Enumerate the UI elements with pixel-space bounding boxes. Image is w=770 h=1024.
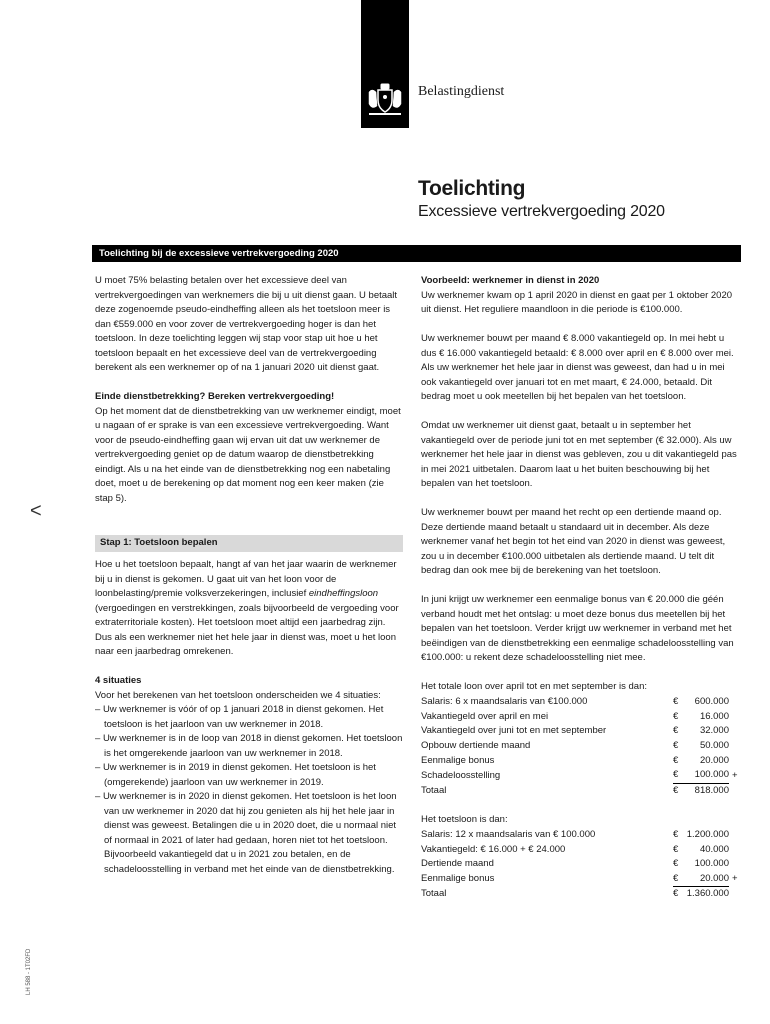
- left-column: [95, 274, 403, 877]
- row-plus: +: [732, 873, 738, 885]
- row-plus: [729, 887, 741, 902]
- row-currency: €: [673, 858, 679, 870]
- row-currency: €: [673, 784, 679, 796]
- toetsloon-table: [421, 827, 741, 901]
- list-item: – Uw werknemer is in 2020 in dienst gekomen. Het toetsloon is het loon van uw werknemer in 2020 dat hij zou genieten als hij het hele jaar in dienst was geweest. Betalingen die u in 2020 doet, die u normaal niet of normaal in 2021 of later had gedaan, horen niet tot het toetsloon. Bijvoorbeeld vakantiegeld dat u in 2021 zou betalen, en de schadeloosstelling in verband met het einde van de dienstbetrekking.: [95, 790, 403, 877]
- row-currency: €: [673, 725, 679, 737]
- intro-paragraph: U moet 75% belasting betalen over het excessieve deel van vertrekvergoedingen van werknemers die bij u uit dienst gaan. U betaalt deze zogenoemde pseudo-eindheffing alleen als het toetsloon meer is dan €559.000 en voor zover de vertrekvergoeding hoger is dan het toetsloon. In deze toelichting leggen wij stap voor stap uit hoe u het toetsloon bepaalt en het excessieve deel van de vertrekvergoeding berekent als een werknemer op of na 1 januari 2020 uit dienst gaat.: [95, 275, 398, 373]
- list-item: – Uw werknemer is vóór of op 1 januari 2018 in dienst gekomen. Het toetsloon is het jaarloon van uw werknemer in 2018.: [95, 703, 403, 732]
- voorbeeld-paragraph: Uw werknemer kwam op 1 april 2020 in dienst en gaat per 1 oktober 2020 uit dienst. Het reguliere maandloon in die periode is €100.000.: [421, 289, 733, 315]
- step1-text-a: Hoe u het toetsloon bepaalt, hangt af van het jaar waarin de werknemer bij u in dienst is gekomen. U gaat uit van het loon voor de loonbelasting/premie volksverzekeringen, inclusief: [95, 559, 397, 599]
- table-row: [421, 857, 741, 872]
- row-label: Vakantiegeld: € 16.000 + € 24.000: [421, 843, 566, 855]
- situaties-heading: 4 situaties: [95, 675, 142, 686]
- row-amount: 16.000: [699, 710, 729, 722]
- table-row: [421, 754, 741, 769]
- uit-dienst-paragraph: Omdat uw werknemer uit dienst gaat, betaalt u in september het vakantiegeld over de periode juni tot en met september (€ 32.000). Als uw werknemer het hele jaar in dienst was gebleven, zou u dit vakantiegeld pas in mei 2021 uitbetalen. Daarom laat u het buiten beschouwing bij het bepalen van het toetsloon.: [421, 420, 737, 489]
- bonus-paragraph: In juni krijgt uw werknemer een eenmalige bonus van € 20.000 die géén verband houdt met het ontslag: u moet deze bonus dus meetellen bij het bepalen van het toetsloon. Verder krijgt uw werknemer in verband met het beëindigen van de dienstbetrekking een eenmalige schadeloosstelling van €100.000: u rekent deze schadeloosstelling niet mee.: [421, 594, 734, 663]
- row-amount: 20.000: [699, 754, 729, 766]
- row-label: Vakantiegeld over juni tot en met september: [421, 725, 607, 737]
- row-plus: [729, 754, 741, 769]
- row-plus: [729, 842, 741, 857]
- row-label: Eenmalige bonus: [421, 754, 495, 766]
- table-row: [421, 887, 741, 902]
- row-amount: 600.000: [694, 695, 729, 707]
- einde-paragraph: Op het moment dat de dienstbetrekking van uw werknemer eindigt, moet u nagaan of er sprake is van een excessieve vertrekvergoeding. Want voor de pseudo-eindheffing gaan wij ervan uit dat uw werknemer de vertrekvergoeding geniet op de datum waarop de dienstbetrekking eindigt. Als u na het einde van de dienstbetrekking nog een nabetaling doet, moet u de berekening op dat moment nog een keer maken (zie stap 5).: [95, 405, 401, 504]
- row-currency: €: [673, 768, 685, 783]
- form-code: LH 588 - 1T02FD: [26, 948, 32, 995]
- row-amount: 100.000: [694, 858, 729, 870]
- row-label: Totaal: [421, 784, 447, 796]
- table-row: [421, 842, 741, 857]
- chevron-left-icon[interactable]: <: [30, 500, 42, 522]
- vakantiegeld-paragraph: Uw werknemer bouwt per maand € 8.000 vakantiegeld op. In mei hebt u dus € 16.000 vakantiegeld betaald: € 8.000 over april en € 8.000 over mei. Als uw werknemer het hele jaar in dienst was geweest, dan had u in mei ook vakantiegeld over januari tot en met maart, € 24.000, betaald. Dit bedrag moet u ook meetellen bij het bepalen van het toetsloon.: [421, 333, 734, 402]
- row-plus: [729, 709, 741, 724]
- row-label: Eenmalige bonus: [421, 873, 495, 885]
- org-name: Belastingdienst: [418, 84, 505, 99]
- row-amount: 32.000: [699, 725, 729, 737]
- row-plus: +: [732, 769, 738, 781]
- dertiende-maand-paragraph: Uw werknemer bouwt per maand het recht op een dertiende maand op. Deze dertiende maand betaalt u standaard uit in december. Als deze werknemer vanaf het begin tot het eind van 2020 in dienst was geweest, zou u in december €100.000 uitbetalen als dertiende maand. U telt dit bedrag dan ook mee bij de berekening van het toetsloon.: [421, 507, 726, 576]
- row-plus: [729, 724, 741, 739]
- table-row: [421, 724, 741, 739]
- row-amount: 1.200.000: [686, 828, 729, 840]
- row-amount: 1.360.000: [686, 888, 729, 900]
- table-row: [421, 695, 741, 710]
- voorbeeld-heading: Voorbeeld: werknemer in dienst in 2020: [421, 275, 600, 286]
- row-currency: €: [673, 828, 679, 840]
- row-amount: 50.000: [699, 740, 729, 752]
- crest-icon: [366, 82, 404, 118]
- row-label: Totaal: [421, 888, 447, 900]
- row-label: Schadeloosstelling: [421, 769, 501, 781]
- row-amount: 40.000: [699, 843, 729, 855]
- row-plus: [729, 695, 741, 710]
- table2-intro: Het toetsloon is dan:: [421, 813, 508, 825]
- row-currency: €: [673, 888, 679, 900]
- totaal-loon-table: [421, 695, 741, 799]
- step1-heading: Stap 1: Toetsloon bepalen: [95, 535, 403, 552]
- page-title: Toelichting: [418, 177, 526, 200]
- step1-text-italic: eindheffingsloon: [308, 588, 379, 599]
- row-label: Opbouw dertiende maand: [421, 740, 531, 752]
- row-amount: 20.000: [685, 872, 729, 887]
- table-row: [421, 827, 741, 842]
- table1-intro: Het totale loon over april tot en met september is dan:: [421, 681, 648, 692]
- table-row: [421, 739, 741, 754]
- table-row: [421, 783, 741, 798]
- row-currency: €: [673, 740, 679, 752]
- situaties-intro: Voor het berekenen van het toetsloon onderscheiden we 4 situaties:: [95, 689, 381, 701]
- row-plus: [729, 857, 741, 872]
- row-currency: €: [673, 872, 685, 887]
- table-row: [421, 872, 741, 887]
- table-row: [421, 709, 741, 724]
- row-plus: [729, 783, 741, 798]
- row-currency: €: [673, 710, 679, 722]
- row-label: Vakantiegeld over april en mei: [421, 710, 549, 722]
- step1-text-b: (vergoedingen en verstrekkingen, zoals bijvoorbeeld de vergoeding voor extraterritoriale kosten). Het toetsloon moet altijd een jaarbedrag zijn. Dus als een werknemer niet het hele jaar in dienst was, moet u het loon naar een jaarbedrag omrekenen.: [95, 602, 399, 657]
- row-amount: 100.000: [685, 768, 729, 783]
- step1-paragraph: [95, 558, 403, 660]
- einde-heading: Einde dienstbetrekking? Bereken vertrekvergoeding!: [95, 391, 335, 402]
- row-amount: 818.000: [694, 784, 729, 796]
- section-band: Toelichting bij de excessieve vertrekvergoeding 2020: [92, 245, 741, 262]
- table-row: [421, 768, 741, 783]
- row-currency: €: [673, 754, 679, 766]
- row-label: Salaris: 6 x maandsalaris van €100.000: [421, 695, 588, 707]
- row-currency: €: [673, 843, 679, 855]
- row-currency: €: [673, 695, 679, 707]
- row-plus: [729, 827, 741, 842]
- list-item: – Uw werknemer is in 2019 in dienst gekomen. Het toetsloon is het (omgerekende) jaarloon van uw werknemer in 2019.: [95, 761, 403, 790]
- list-item: – Uw werknemer is in de loop van 2018 in dienst gekomen. Het toetsloon is het omgerekende jaarloon van uw werknemer in 2018.: [95, 732, 403, 761]
- row-label: Dertiende maand: [421, 858, 494, 870]
- situaties-list: [95, 703, 403, 877]
- row-plus: [729, 739, 741, 754]
- row-label: Salaris: 12 x maandsalaris van € 100.000: [421, 828, 596, 840]
- right-column: [421, 274, 741, 902]
- page-subtitle: Excessieve vertrekvergoeding 2020: [418, 203, 665, 220]
